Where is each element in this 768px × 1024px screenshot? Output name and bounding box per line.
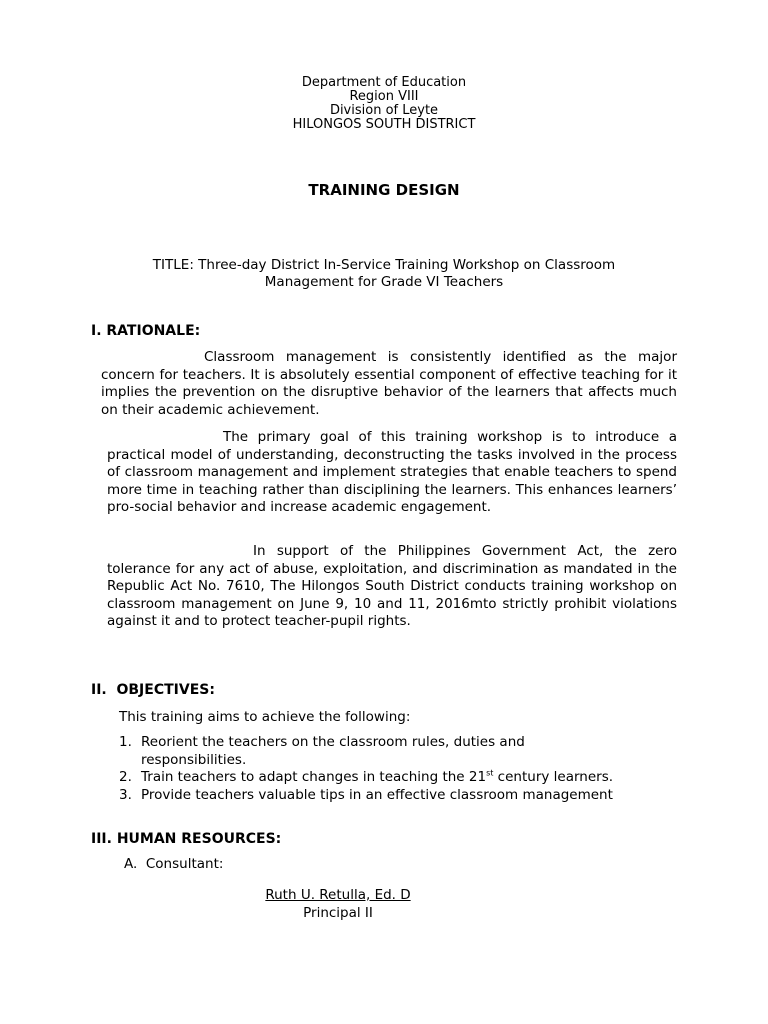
consultant-block <box>238 887 438 922</box>
training-title-line1: TITLE: Three-day District In-Service Training Workshop on Classroom <box>152 257 616 273</box>
list-item-number: 1. <box>119 734 132 750</box>
list-item-text: Train teachers to adapt changes in teaching the 21st century learners. <box>141 768 614 785</box>
ordinal-superscript: st <box>486 768 494 778</box>
list-item <box>119 769 679 787</box>
list-item-number: 3. <box>119 786 132 803</box>
document-header <box>184 76 584 132</box>
objectives-heading: II. OBJECTIVES: <box>91 682 215 698</box>
rationale-heading: I. RATIONALE: <box>91 323 201 339</box>
header-district: HILONGOS SOUTH DISTRICT <box>292 117 476 132</box>
rationale-paragraph-3: In support of the Philippines Government Act, the zero tolerance for any act of abuse, exploitation, and discrimination as mandated in the Republic Act No. 7610, The Hilongos South District conducts training workshop on classroom management on June 9, 10 and 11, 2016mto strictly prohibit violations against it and to protect teacher-pupil rights. <box>107 543 677 629</box>
objectives-list <box>119 734 679 804</box>
list-item-number: 2. <box>119 769 132 785</box>
header-department: Department of Education <box>301 75 467 90</box>
consultant-position: Principal II <box>303 904 373 921</box>
list-item <box>119 787 679 805</box>
header-region: Region VIII <box>349 89 419 104</box>
training-title <box>90 257 678 291</box>
training-title-line2: Management for Grade VI Teachers <box>264 274 504 290</box>
list-item-text: Reorient the teachers on the classroom rules, duties and responsibilities. <box>141 734 525 768</box>
human-resources-heading: III. HUMAN RESOURCES: <box>91 831 282 847</box>
header-division: Division of Leyte <box>329 103 439 118</box>
list-item-text: Provide teachers valuable tips in an effective classroom management <box>141 786 613 803</box>
rationale-paragraph-2: The primary goal of this training workshop is to introduce a practical model of understanding, deconstructing the tasks involved in the process of classroom management and implement strategies that enable teachers to spend more time in teaching rather than disciplining the learners. This enhances learners’ pro-social behavior and increase academic engagement. <box>107 429 677 515</box>
list-item <box>119 734 679 769</box>
document-title: TRAINING DESIGN <box>308 181 460 199</box>
rationale-paragraph-1: Classroom management is consistently identified as the major concern for teachers. It is absolutely essential component of effective teaching for it implies the prevention on the disruptive behavior of the learners that affects much on their academic achievement. <box>101 349 677 418</box>
consultant-label: A. Consultant: <box>124 856 224 872</box>
objectives-intro: This training aims to achieve the following: <box>119 709 411 725</box>
consultant-name: Ruth U. Retulla, Ed. D <box>265 887 411 903</box>
